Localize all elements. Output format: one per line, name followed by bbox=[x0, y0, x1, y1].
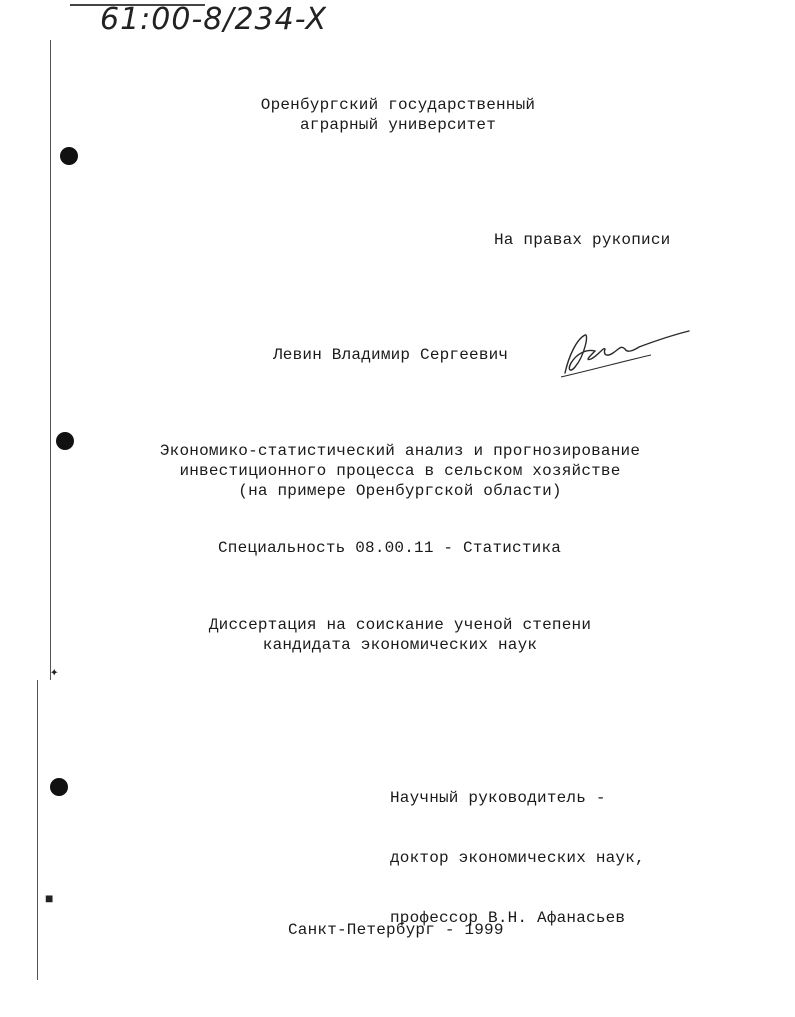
margin-line bbox=[37, 680, 38, 980]
margin-line bbox=[50, 40, 51, 680]
punch-hole-dot bbox=[60, 147, 78, 165]
degree-statement bbox=[190, 615, 610, 655]
place-year: Санкт-Петербург - 1999 bbox=[288, 921, 504, 939]
punch-hole-dot bbox=[56, 432, 74, 450]
title-line-1: Экономико-статистический анализ и прогнозирование bbox=[159, 442, 641, 460]
margin-mark-icon: ✦ bbox=[50, 665, 59, 681]
title-line-2: инвестиционного процесса в сельском хозяйстве bbox=[179, 462, 621, 480]
archive-code: 61:00-8/234-X bbox=[100, 2, 328, 37]
signature bbox=[555, 325, 695, 380]
supervisor-line-1: Научный руководитель - bbox=[390, 789, 606, 807]
supervisor-line-3: профессор В.Н. Афанасьев bbox=[390, 909, 626, 927]
specialty: Специальность 08.00.11 - Статистика bbox=[218, 539, 562, 557]
institution bbox=[248, 95, 548, 135]
degree-line-2: кандидата экономических наук bbox=[262, 636, 538, 654]
author-name: Левин Владимир Сергеевич bbox=[273, 346, 509, 364]
institution-line-2: аграрный университет bbox=[299, 116, 497, 134]
dissertation-title bbox=[130, 441, 670, 501]
punch-hole-dot bbox=[50, 778, 68, 796]
manuscript-rights: На правах рукописи bbox=[494, 231, 671, 249]
margin-mark-icon: ■ bbox=[45, 892, 54, 908]
supervisor-line-2: доктор экономических наук, bbox=[390, 849, 645, 867]
title-line-3: (на примере Оренбургской области) bbox=[238, 482, 562, 500]
institution-line-1: Оренбургский государственный bbox=[260, 96, 536, 114]
degree-line-1: Диссертация на соискание ученой степени bbox=[208, 616, 592, 634]
